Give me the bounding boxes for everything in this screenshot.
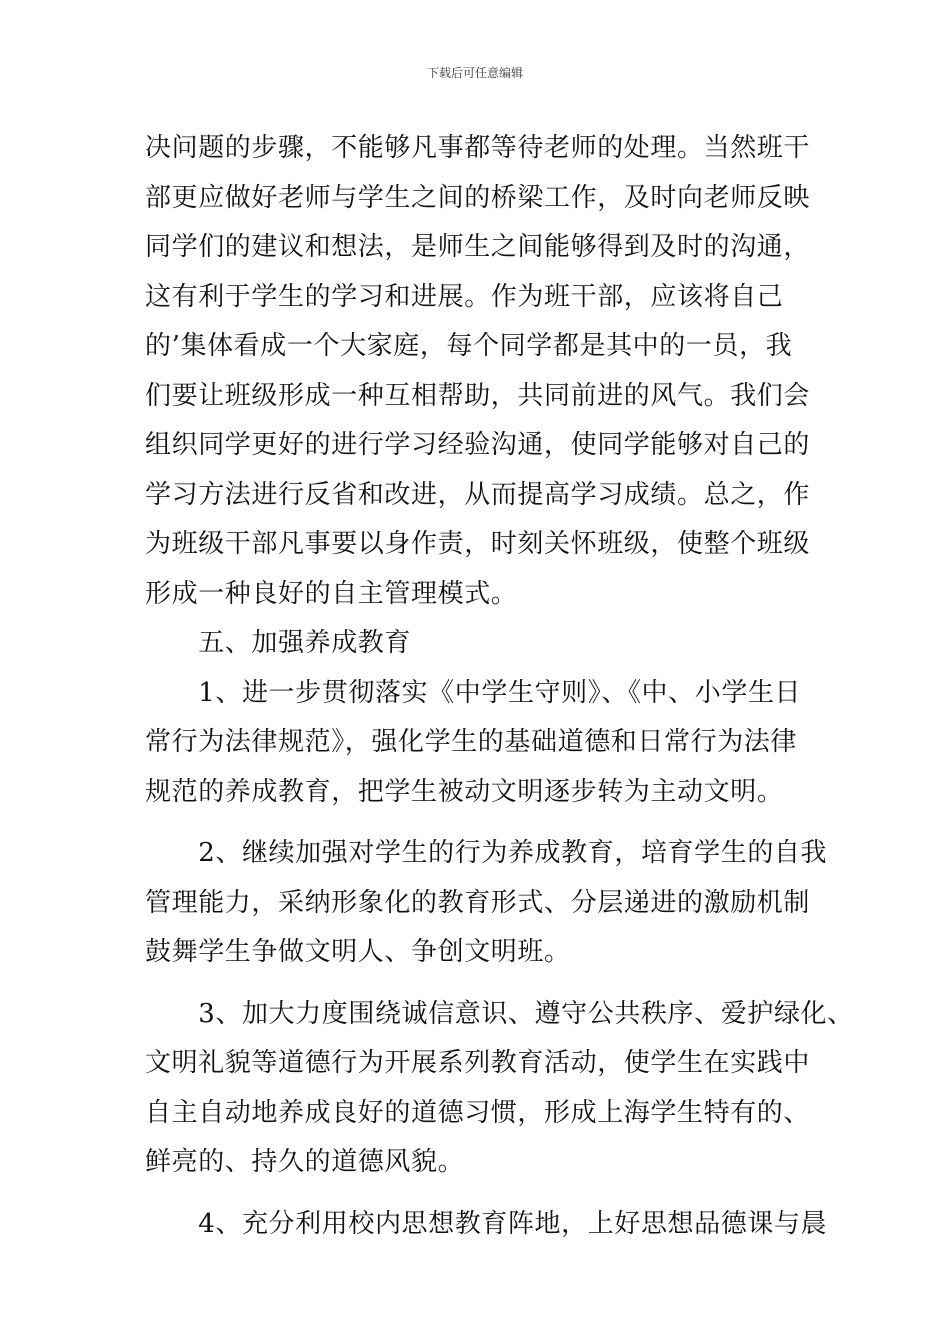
text-line: 们要让班级形成一种互相帮助，共同前进的风气。我们会 — [145, 380, 811, 411]
paragraph — [145, 669, 825, 818]
text-line: 为班级干部凡事要以身作责，时刻关怀班级，使整个班级 — [145, 529, 811, 559]
page-header: 下载后可任意编辑 — [426, 66, 523, 80]
text-line: 鲜亮的、持久的道德风貌。 — [145, 1147, 465, 1177]
text-line: 的’集体看成一个大家庭，每个同学都是其中的一员，我 — [145, 331, 793, 361]
document-body — [145, 124, 854, 1249]
text-line: 管理能力，采纳形象化的教育形式、分层递进的激励机制 — [145, 887, 811, 918]
text-line: 形成一种良好的自主管理模式。 — [145, 578, 518, 609]
text-line: 同学们的建议和想法，是师生之间能够得到及时的沟通， — [145, 232, 811, 262]
heading-line: 五、加强养成教育 — [145, 628, 412, 658]
text-line: 这有利于学生的学习和进展。作为班干部，应该将自己 — [145, 281, 784, 312]
paragraph — [145, 1200, 828, 1250]
text-line: 组织同学更好的进行学习经验沟通，使同学能够对自己的 — [145, 430, 811, 460]
text-line: 学习方法进行反省和改进，从而提高学习成绩。总之，作 — [145, 479, 811, 510]
text-line: 文明礼貌等道德行为开展系列教育活动，使学生在实践中 — [145, 1048, 811, 1078]
section-heading — [145, 619, 825, 669]
text-line: 鼓舞学生争做文明人、争创文明班。 — [145, 937, 571, 967]
text-line: 决问题的步骤，不能够凡事都等待老师的处理。当然班干 — [145, 133, 811, 163]
paragraph — [145, 829, 828, 978]
text-line: 1、进一步贯彻落实《中学生守则》、《中、小学生日 — [145, 677, 802, 708]
text-line: 2、继续加强对学生的行为养成教育，培育学生的自我 — [145, 838, 828, 868]
text-line: 4、充分利用校内思想教育阵地，上好思想品德课与晨 — [145, 1208, 828, 1239]
text-line: 自主自动地养成良好的道德习惯，形成上海学生特有的、 — [145, 1097, 811, 1128]
paragraph-gap — [145, 978, 825, 990]
paragraph-gap — [145, 1188, 825, 1200]
paragraph — [145, 990, 854, 1188]
paragraph-gap — [145, 817, 825, 829]
text-line: 规范的养成教育，把学生被动文明逐步转为主动文明。 — [145, 776, 784, 807]
paragraph — [145, 124, 825, 619]
text-line: 常行为法律规范》，强化学生的基础道德和日常行为法律 — [145, 727, 798, 757]
text-line: 3、加大力度围绕诚信意识、遵守公共秩序、爱护绿化、 — [145, 998, 854, 1029]
text-line: 部更应做好老师与学生之间的桥梁工作，及时向老师反映 — [145, 182, 811, 213]
